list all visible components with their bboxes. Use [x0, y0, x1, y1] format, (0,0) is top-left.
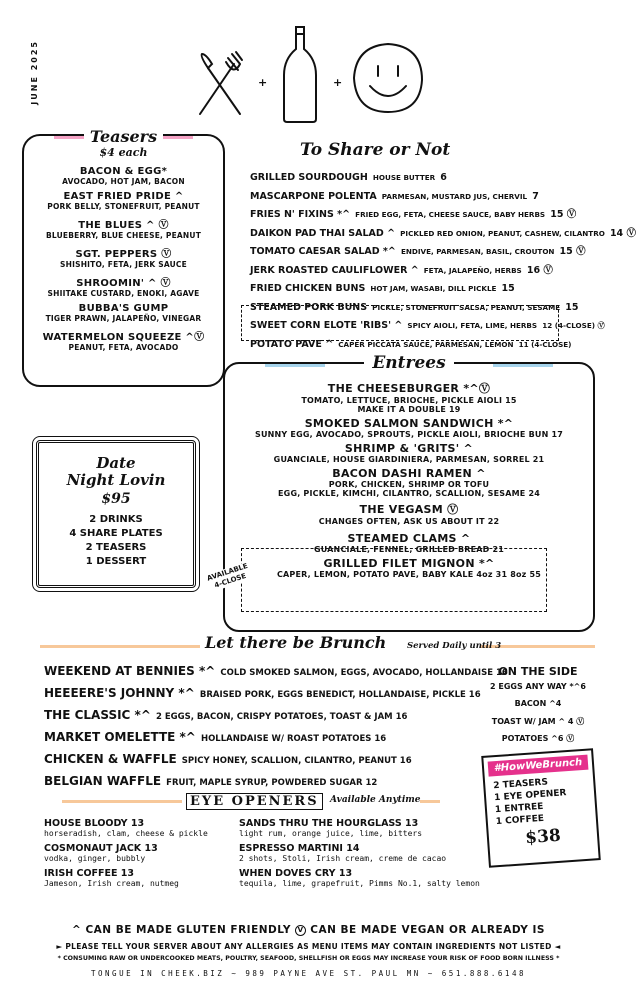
- available-badge: AVAILABLE 4-CLOSE: [203, 561, 254, 593]
- list-item: WEEKEND AT BENNIES *^ COLD SMOKED SALMON, EGGS, AVOCADO, HOLLANDAISE 16: [44, 664, 508, 678]
- list-item: POTATOES ^6 Ⓥ: [501, 734, 575, 743]
- list-item: SANDS THRU THE HOURGLASS 13 light rum, orange juice, lime, bitters: [239, 818, 423, 838]
- list-item: BACON & EGG* AVOCADO, HOT JAM, BACON: [62, 166, 185, 186]
- list-item: TOAST W/ JAM ^ 4 Ⓥ: [491, 717, 585, 726]
- list-item: WHEN DOVES CRY 13 tequila, lime, grapefruit, Pimms No.1, salty lemon: [239, 868, 480, 888]
- date-night-title: Date: [96, 454, 136, 472]
- list-item: SHROOMIN' ^ Ⓥ SHIITAKE CUSTARD, ENOKI, AGAVE: [47, 278, 200, 298]
- list-item: FRIED CHICKEN BUNS HOT JAM, WASABI, DILL PICKLE 15: [250, 283, 515, 294]
- plus-sign: +: [333, 76, 343, 89]
- list-item: IRISH COFFEE 13 Jameson, Irish cream, nutmeg: [44, 868, 179, 888]
- consume-warning: * CONSUMING RAW OR UNDERCOOKED MEATS, POULTRY, SEAFOOD, SHELLFISH OR EGGS MAY INCREASE YOUR RISK OF FOOD BORN ILLNESS *: [57, 955, 560, 962]
- eye-openers-left: [44, 818, 234, 893]
- share-title: To Share or Not: [300, 140, 451, 160]
- plus-sign: +: [258, 76, 268, 89]
- list-item: DAIKON PAD THAI SALAD ^ PICKLED RED ONION, PEANUT, CASHEW, CILANTRO 14 Ⓥ: [250, 227, 636, 239]
- list-item: MARKET OMELETTE *^ HOLLANDAISE W/ ROAST POTATOES 16: [44, 730, 387, 744]
- list-item: SMOKED SALMON SANDWICH *^ SUNNY EGG, AVOCADO, SPROUTS, PICKLE AIOLI, BRIOCHE BUN 17: [254, 417, 563, 439]
- list-item: 2 TEASERS: [85, 542, 147, 553]
- side-title: ON THE SIDE: [498, 665, 578, 678]
- list-item: TOMATO CAESAR SALAD *^ ENDIVE, PARMESAN, BASIL, CROUTON 15 Ⓥ: [250, 246, 586, 257]
- eye-openers-title: EYE OPENERS: [186, 794, 323, 809]
- list-item: 4 SHARE PLATES: [69, 528, 163, 539]
- allergy-notice: ► PLEASE TELL YOUR SERVER ABOUT ANY ALLERGIES AS MENU ITEMS MAY CONTAIN INGREDIENTS NOT LISTED ◄: [56, 942, 561, 951]
- entrees-title: Entrees: [364, 353, 453, 373]
- list-item: 2 TEASERS: [493, 777, 549, 792]
- date-night-panel: [36, 440, 196, 588]
- eye-openers-right: [239, 818, 489, 893]
- how-we-brunch-panel: [481, 748, 601, 868]
- smiley-face-icon: [350, 40, 426, 116]
- list-item: SWEET CORN ELOTE 'RIBS' ^ SPICY AIOLI, FETA, LIME, HERBS 12 (4-CLOSE) Ⓥ: [250, 320, 605, 331]
- divider: [40, 645, 200, 648]
- list-item: COSMONAUT JACK 13 vodka, ginger, bubbly: [44, 843, 158, 863]
- list-item: BACON DASHI RAMEN ^ PORK, CHICKEN, SHRIMP OR TOFU EGG, PICKLE, KIMCHI, CILANTRO, SCALLION, SESAME 24: [278, 467, 540, 498]
- list-item: 1 ENTREE: [494, 801, 544, 816]
- list-item: GRILLED FILET MIGNON *^ CAPER, LEMON, POTATO PAVE, BABY KALE 4oz 31 8oz 55: [276, 557, 542, 579]
- how-we-brunch-title: #HowWeBrunch: [488, 755, 589, 777]
- list-item: SHRIMP & 'GRITS' ^ GUANCIALE, HOUSE GIARDINIERA, PARMESAN, SORREL 21: [273, 442, 545, 464]
- how-we-brunch-price: $38: [524, 825, 562, 849]
- list-item: 2 EGGS ANY WAY *^6: [490, 682, 586, 691]
- legend: ^ CAN BE MADE GLUTEN FRIENDLY V CAN BE MADE VEGAN OR ALREADY IS: [72, 924, 545, 936]
- fork-knife-icon: [190, 48, 250, 118]
- eye-openers-available: Available Anytime: [330, 795, 421, 805]
- list-item: THE CHEESEBURGER *^Ⓥ TOMATO, LETTUCE, BRIOCHE, PICKLE AIOLI 15 MAKE IT A DOUBLE 19: [301, 382, 517, 414]
- share-list: [250, 165, 636, 350]
- list-item: HEEEERE'S JOHNNY *^ BRAISED PORK, EGGS BENEDICT, HOLLANDAISE, PICKLE 16: [44, 686, 481, 700]
- list-item: WATERMELON SQUEEZE ^Ⓥ PEANUT, FETA, AVOCADO: [42, 332, 205, 352]
- teasers-subtitle: $4 each: [99, 146, 148, 159]
- list-item: ESPRESSO MARTINI 14 2 shots, Stoli, Irish cream, creme de cacao: [239, 843, 447, 863]
- available-items-box: [241, 548, 547, 612]
- list-item: THE BLUES ^ Ⓥ BLUEBERRY, BLUE CHEESE, PEANUT: [45, 220, 202, 240]
- date-night-price: $95: [101, 491, 131, 507]
- brunch-served: Served Daily until 3: [407, 641, 502, 651]
- list-item: THE VEGASM Ⓥ CHANGES OFTEN, ASK US ABOUT IT 22: [318, 503, 500, 526]
- divider: [62, 800, 182, 803]
- list-item: BELGIAN WAFFLE FRUIT, MAPLE SYRUP, POWDERED SUGAR 12: [44, 774, 378, 788]
- list-item: EAST FRIED PRIDE ^ PORK BELLY, STONEFRUIT, PEANUT: [47, 191, 200, 211]
- side-panel: [482, 665, 594, 750]
- list-item: SGT. PEPPERS Ⓥ SHISHITO, FETA, JERK SAUCE: [60, 249, 187, 269]
- list-item: JERK ROASTED CAULIFLOWER ^ FETA, JALAPEÑO, HERBS 16 Ⓥ: [250, 264, 553, 276]
- list-item: 2 DRINKS: [89, 514, 143, 525]
- teasers-panel: [22, 127, 225, 387]
- teasers-title: Teasers: [84, 127, 163, 146]
- list-item: 1 COFFEE: [495, 813, 545, 828]
- list-item: MASCARPONE POLENTA PARMESAN, MUSTARD JUS, CHERVIL 7: [250, 190, 539, 202]
- list-item: STEAMED PORK BUNS PICKLE, STONEFRUIT SALSA, PEANUT, SESAME 15: [250, 301, 579, 313]
- list-item: POTATO PAVE ^ CAPER PICCATA SAUCE, PARMESAN, LEMON 11 (4-CLOSE): [250, 338, 572, 350]
- list-item: FRIES N' FIXINS *^ FRIED EGG, FETA, CHEESE SAUCE, BABY HERBS 15 Ⓥ: [250, 209, 577, 220]
- list-item: GRILLED SOURDOUGH HOUSE BUTTER 6: [250, 172, 447, 183]
- list-item: 1 EYE OPENER: [493, 788, 567, 804]
- list-item: THE CLASSIC *^ 2 EGGS, BACON, CRISPY POTATOES, TOAST & JAM 16: [44, 708, 408, 722]
- list-item: BACON ^4: [514, 699, 562, 708]
- list-item: BUBBA'S GUMP TIGER PRAWN, JALAPEÑO, VINEGAR: [45, 303, 202, 323]
- date-night-title-2: Night Lovin: [66, 471, 166, 489]
- list-item: CHICKEN & WAFFLE SPICY HONEY, SCALLION, CILANTRO, PEANUT 16: [44, 752, 412, 766]
- brunch-list: [44, 660, 508, 792]
- brunch-title: Let there be Brunch: [205, 633, 387, 652]
- contact-info: TONGUE IN CHEEK.BIZ ~ 989 PAYNE AVE ST. PAUL MN ~ 651.888.6148: [91, 969, 526, 978]
- list-item: HOUSE BLOODY 13 horseradish, clam, cheese & pickle: [44, 818, 208, 838]
- vegan-icon: V: [295, 925, 306, 936]
- bottle-icon: [282, 24, 318, 124]
- list-item: 1 DESSERT: [85, 556, 147, 567]
- list-item: STEAMED CLAMS ^ GUANCIALE, FENNEL, GRILLED BREAD 21: [313, 532, 505, 554]
- teasers-list: [24, 166, 223, 357]
- divider: [420, 800, 440, 803]
- menu-date: JUNE 2025: [30, 40, 39, 105]
